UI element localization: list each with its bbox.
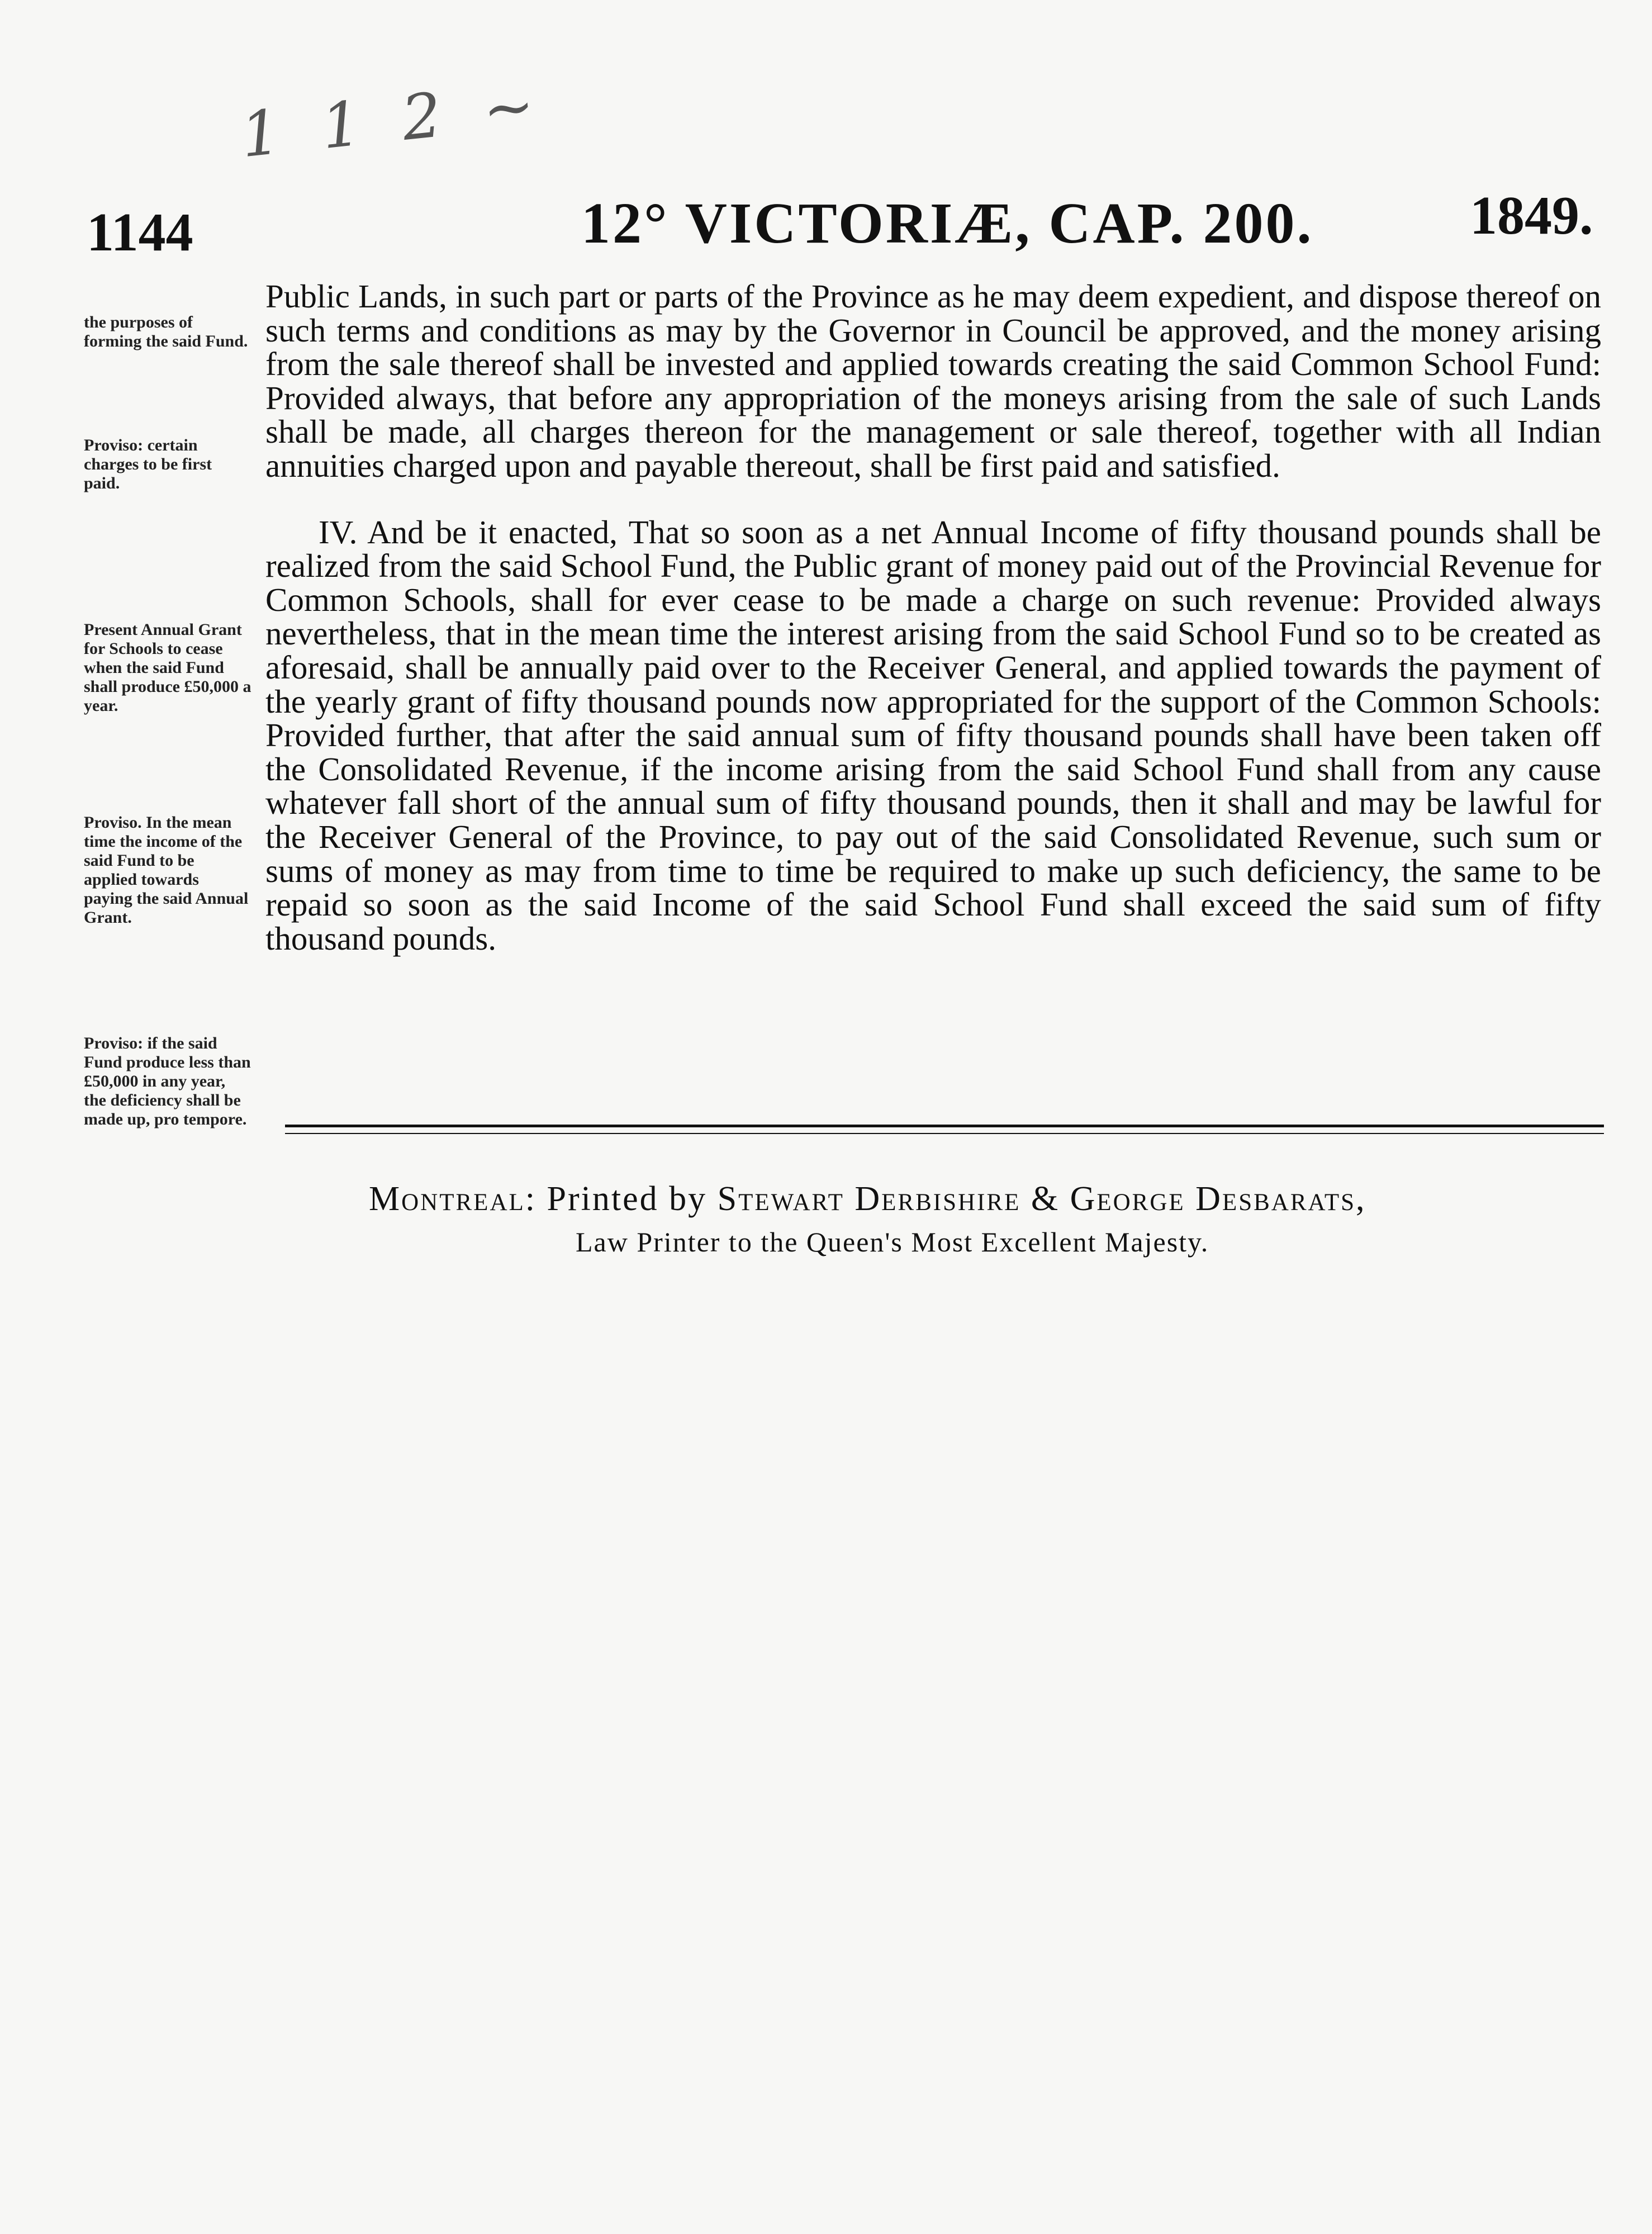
divider-rule [285,1133,1604,1134]
page-header [0,184,1652,268]
margin-note: Present Annual Grant for Schools to cease when the said Fund shall produce £50,000 a year. [84,620,251,715]
imprint-printer-1: Stewart Derbishire [717,1180,1021,1218]
year: 1849. [1470,186,1593,246]
statute-text [265,279,1601,955]
margin-note: Proviso: if the said Fund produce less than £50,000 in any year, the deficiency shall be made up, pro tempore. [84,1034,251,1128]
margin-note: the purposes of forming the said Fund. [84,313,248,350]
imprint-ampersand: & [1031,1180,1060,1218]
margin-note: Proviso: certain charges to be first paid. [84,436,212,492]
margin-note: Proviso. In the mean time the income of the said Fund to be applied towards paying the said Annual Grant. [84,813,249,927]
page-number: 1144 [87,202,193,263]
imprint-place: Montreal [369,1180,525,1218]
handwritten-mark: 1 1 2 ~ [237,68,549,172]
imprint-printer-2: George Desbarats, [1070,1180,1366,1218]
printer-imprint [369,1179,1542,1258]
paragraph: Public Lands, in such part or parts of the Province as he may deem expedient, and dispose thereof on such terms and conditions as may by the Governor in Council be approved, and the money arising from the sale thereof shall be invested and applied towards creating the said Common School Fund: Provided always, that before any appropriation of the moneys arising from the sale of such Lands shall be made, all charges thereon for the management or sale thereof, together with all Indian annuities charged upon and payable thereout, shall be first paid and satisfied. [265,278,1601,484]
divider-rule [285,1125,1604,1127]
imprint-printed-by: Printed by [547,1180,708,1218]
imprint-separator: : [525,1180,537,1218]
imprint-line-2: Law Printer to the Queen's Most Excellent Majesty. [576,1226,1209,1258]
running-title: 12° VICTORIÆ, CAP. 200. [581,191,1314,255]
section-iv-paragraph: IV. And be it enacted, That so soon as a net Annual Income of fifty thousand pounds shall be realized from the said School Fund, the Public grant of money paid out of the Provincial Revenue for Common Schools, shall for ever cease to be made a charge on such revenue: Provided always nevertheless, that in the mean time the interest arising from the said School Fund so to be created as aforesaid, shall be annually paid over to the Receiver General, and applied towards the payment of the yearly grant of fifty thousand pounds now appropriated for the support of the Common Schools: Provided further, that after the said annual sum of fifty thousand pounds shall have been taken off the Consolidated Revenue, if the income arising from the said School Fund shall from any cause whatever fall short of the annual sum of fifty thousand pounds, then it shall and may be lawful for the Receiver General of the Province, to pay out of the said Consolidated Revenue, such sum or sums of money as may from time to time be required to make up such deficiency, the same to be repaid so soon as the said Income of the said School Fund shall exceed the said sum of fifty thousand pounds. [265,513,1601,957]
imprint-line [369,1179,1542,1219]
